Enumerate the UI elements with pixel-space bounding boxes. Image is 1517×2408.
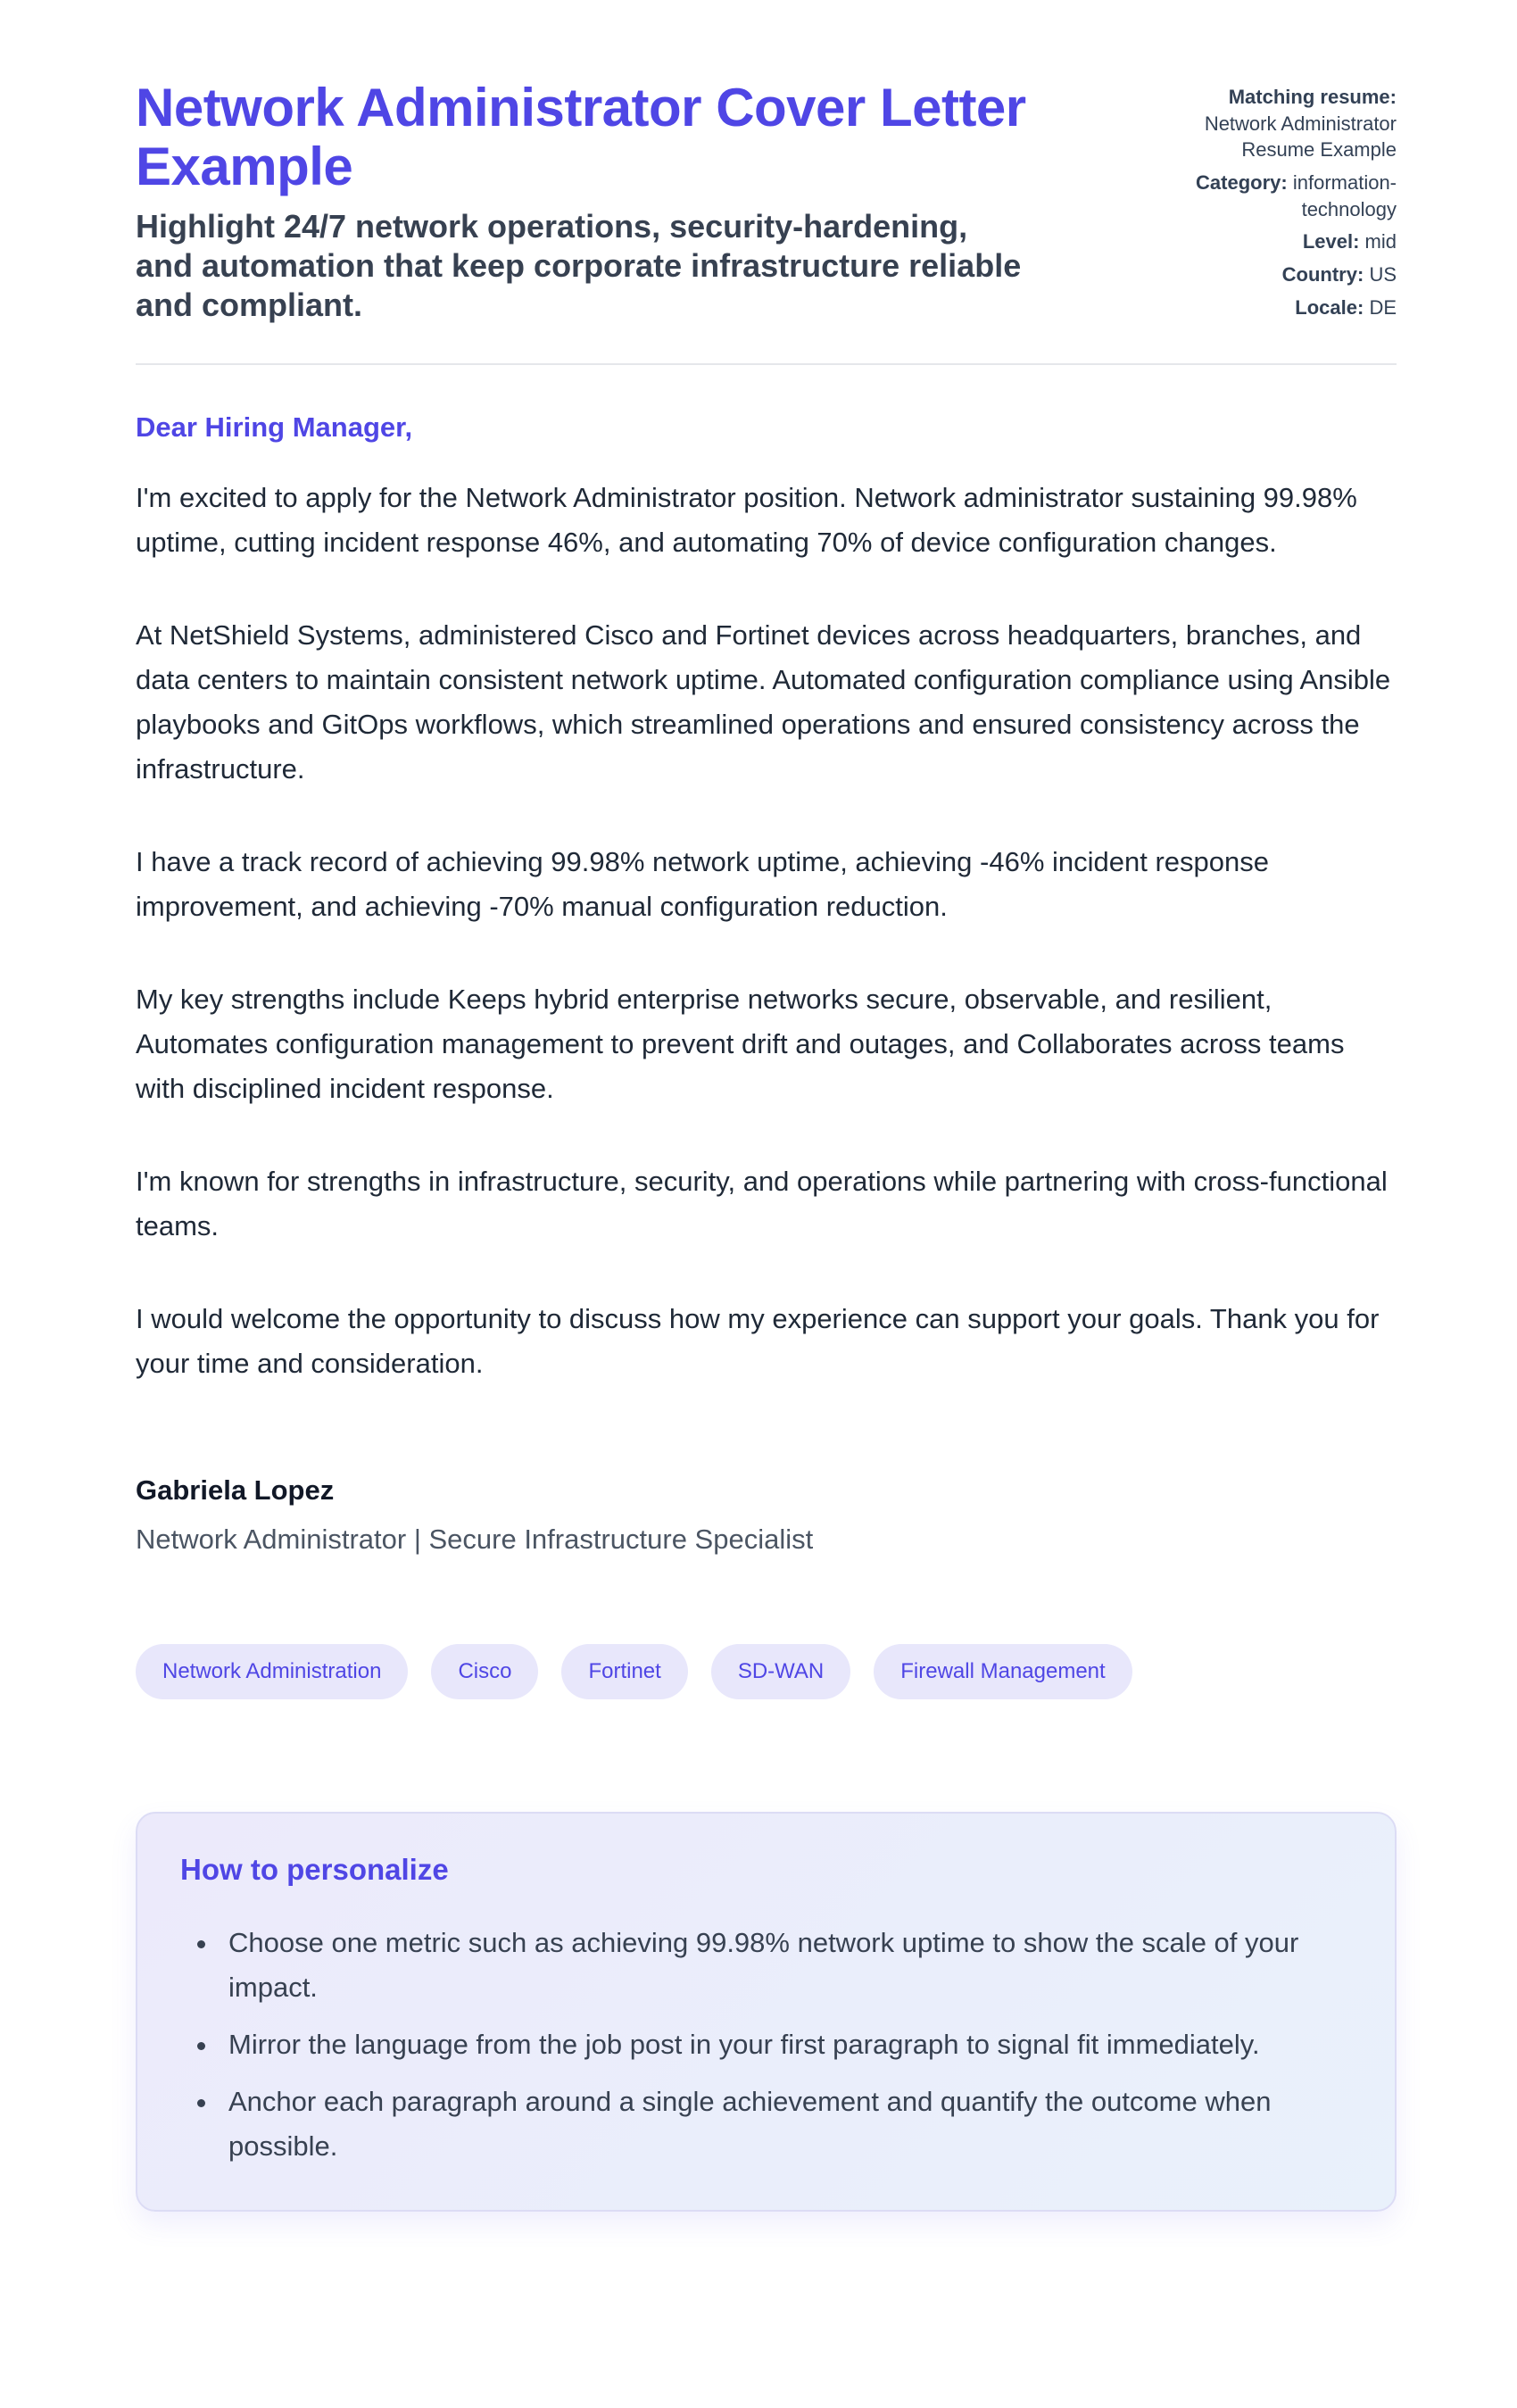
page-header xyxy=(136,79,1397,328)
tag-pill: Cisco xyxy=(431,1644,538,1699)
tips-list xyxy=(180,1921,1352,2169)
signature-name: Gabriela Lopez xyxy=(136,1474,335,1506)
header-title-block xyxy=(136,79,1028,325)
meta-value: information-technology xyxy=(1292,171,1397,220)
meta-label: Matching resume: xyxy=(1228,86,1397,108)
header-meta xyxy=(1129,79,1397,328)
tag-pill: Firewall Management xyxy=(874,1644,1132,1699)
meta-label: Locale: xyxy=(1295,295,1364,319)
tag-pill: SD-WAN xyxy=(711,1644,850,1699)
tag-pill: Network Administration xyxy=(136,1644,408,1699)
meta-matching-resume xyxy=(1129,84,1397,163)
page-subtitle: Highlight 24/7 network operations, security-hardening, and automation that keep corporate infrastructure reliable and compliant. xyxy=(136,208,1022,323)
meta-level xyxy=(1129,228,1397,255)
skill-tags xyxy=(136,1644,1397,1699)
page-title: Network Administrator Cover Letter Example xyxy=(136,78,1026,196)
tips-item: • Choose one metric such as achieving 99.98% network uptime to show the scale of your impact. xyxy=(220,1921,1352,2010)
letter-greeting: Dear Hiring Manager, xyxy=(136,411,413,443)
meta-label: Country: xyxy=(1281,263,1364,286)
meta-locale xyxy=(1129,295,1397,321)
tag-pill: Fortinet xyxy=(561,1644,687,1699)
signature-title: Network Administrator | Secure Infrastructure Specialist xyxy=(136,1523,814,1555)
meta-value: DE xyxy=(1369,295,1397,319)
tips-title: How to personalize xyxy=(180,1852,449,1886)
meta-label: Level: xyxy=(1302,230,1360,253)
meta-value: mid xyxy=(1364,230,1397,253)
tips-item: • Mirror the language from the job post in your first paragraph to signal fit immediately. xyxy=(220,2022,1352,2067)
letter-paragraph: I have a track record of achieving 99.98% network uptime, achieving -46% incident response improvement, and achieving -70% manual configuration reduction. xyxy=(136,845,1269,922)
letter-paragraph: I'm excited to apply for the Network Administrator position. Network administrator sustaining 99.98% uptime, cutting incident response 46%, and automating 70% of device configuration changes. xyxy=(136,481,1357,558)
letter-paragraph: I would welcome the opportunity to discuss how my experience can support your goals. Thank you for your time and consideration. xyxy=(136,1302,1380,1379)
tips-item: • Anchor each paragraph around a single achievement and quantify the outcome when possible. xyxy=(220,2080,1352,2169)
how-to-personalize-card xyxy=(136,1812,1397,2212)
letter-paragraph: At NetShield Systems, administered Cisco and Fortinet devices across headquarters, branches, and data centers to maintain consistent network uptime. Automated configuration compliance using Ansible playbooks and GitOps workflows, which streamlined operations and ensured consistency across the infrastructure. xyxy=(136,619,1391,785)
header-divider xyxy=(136,363,1397,365)
meta-value: Network Administrator Resume Example xyxy=(1204,112,1397,162)
meta-value: US xyxy=(1369,263,1397,286)
meta-category xyxy=(1129,170,1397,222)
letter-paragraph: I'm known for strengths in infrastructure, security, and operations while partnering with cross-functional teams. xyxy=(136,1165,1388,1241)
letter-paragraph: My key strengths include Keeps hybrid enterprise networks secure, observable, and resilient, Automates configuration management to prevent drift and outages, and Collaborates across teams with disciplined incident response. xyxy=(136,983,1345,1104)
meta-country xyxy=(1129,262,1397,288)
letter-body xyxy=(136,411,1397,2212)
meta-label: Category: xyxy=(1196,171,1288,195)
